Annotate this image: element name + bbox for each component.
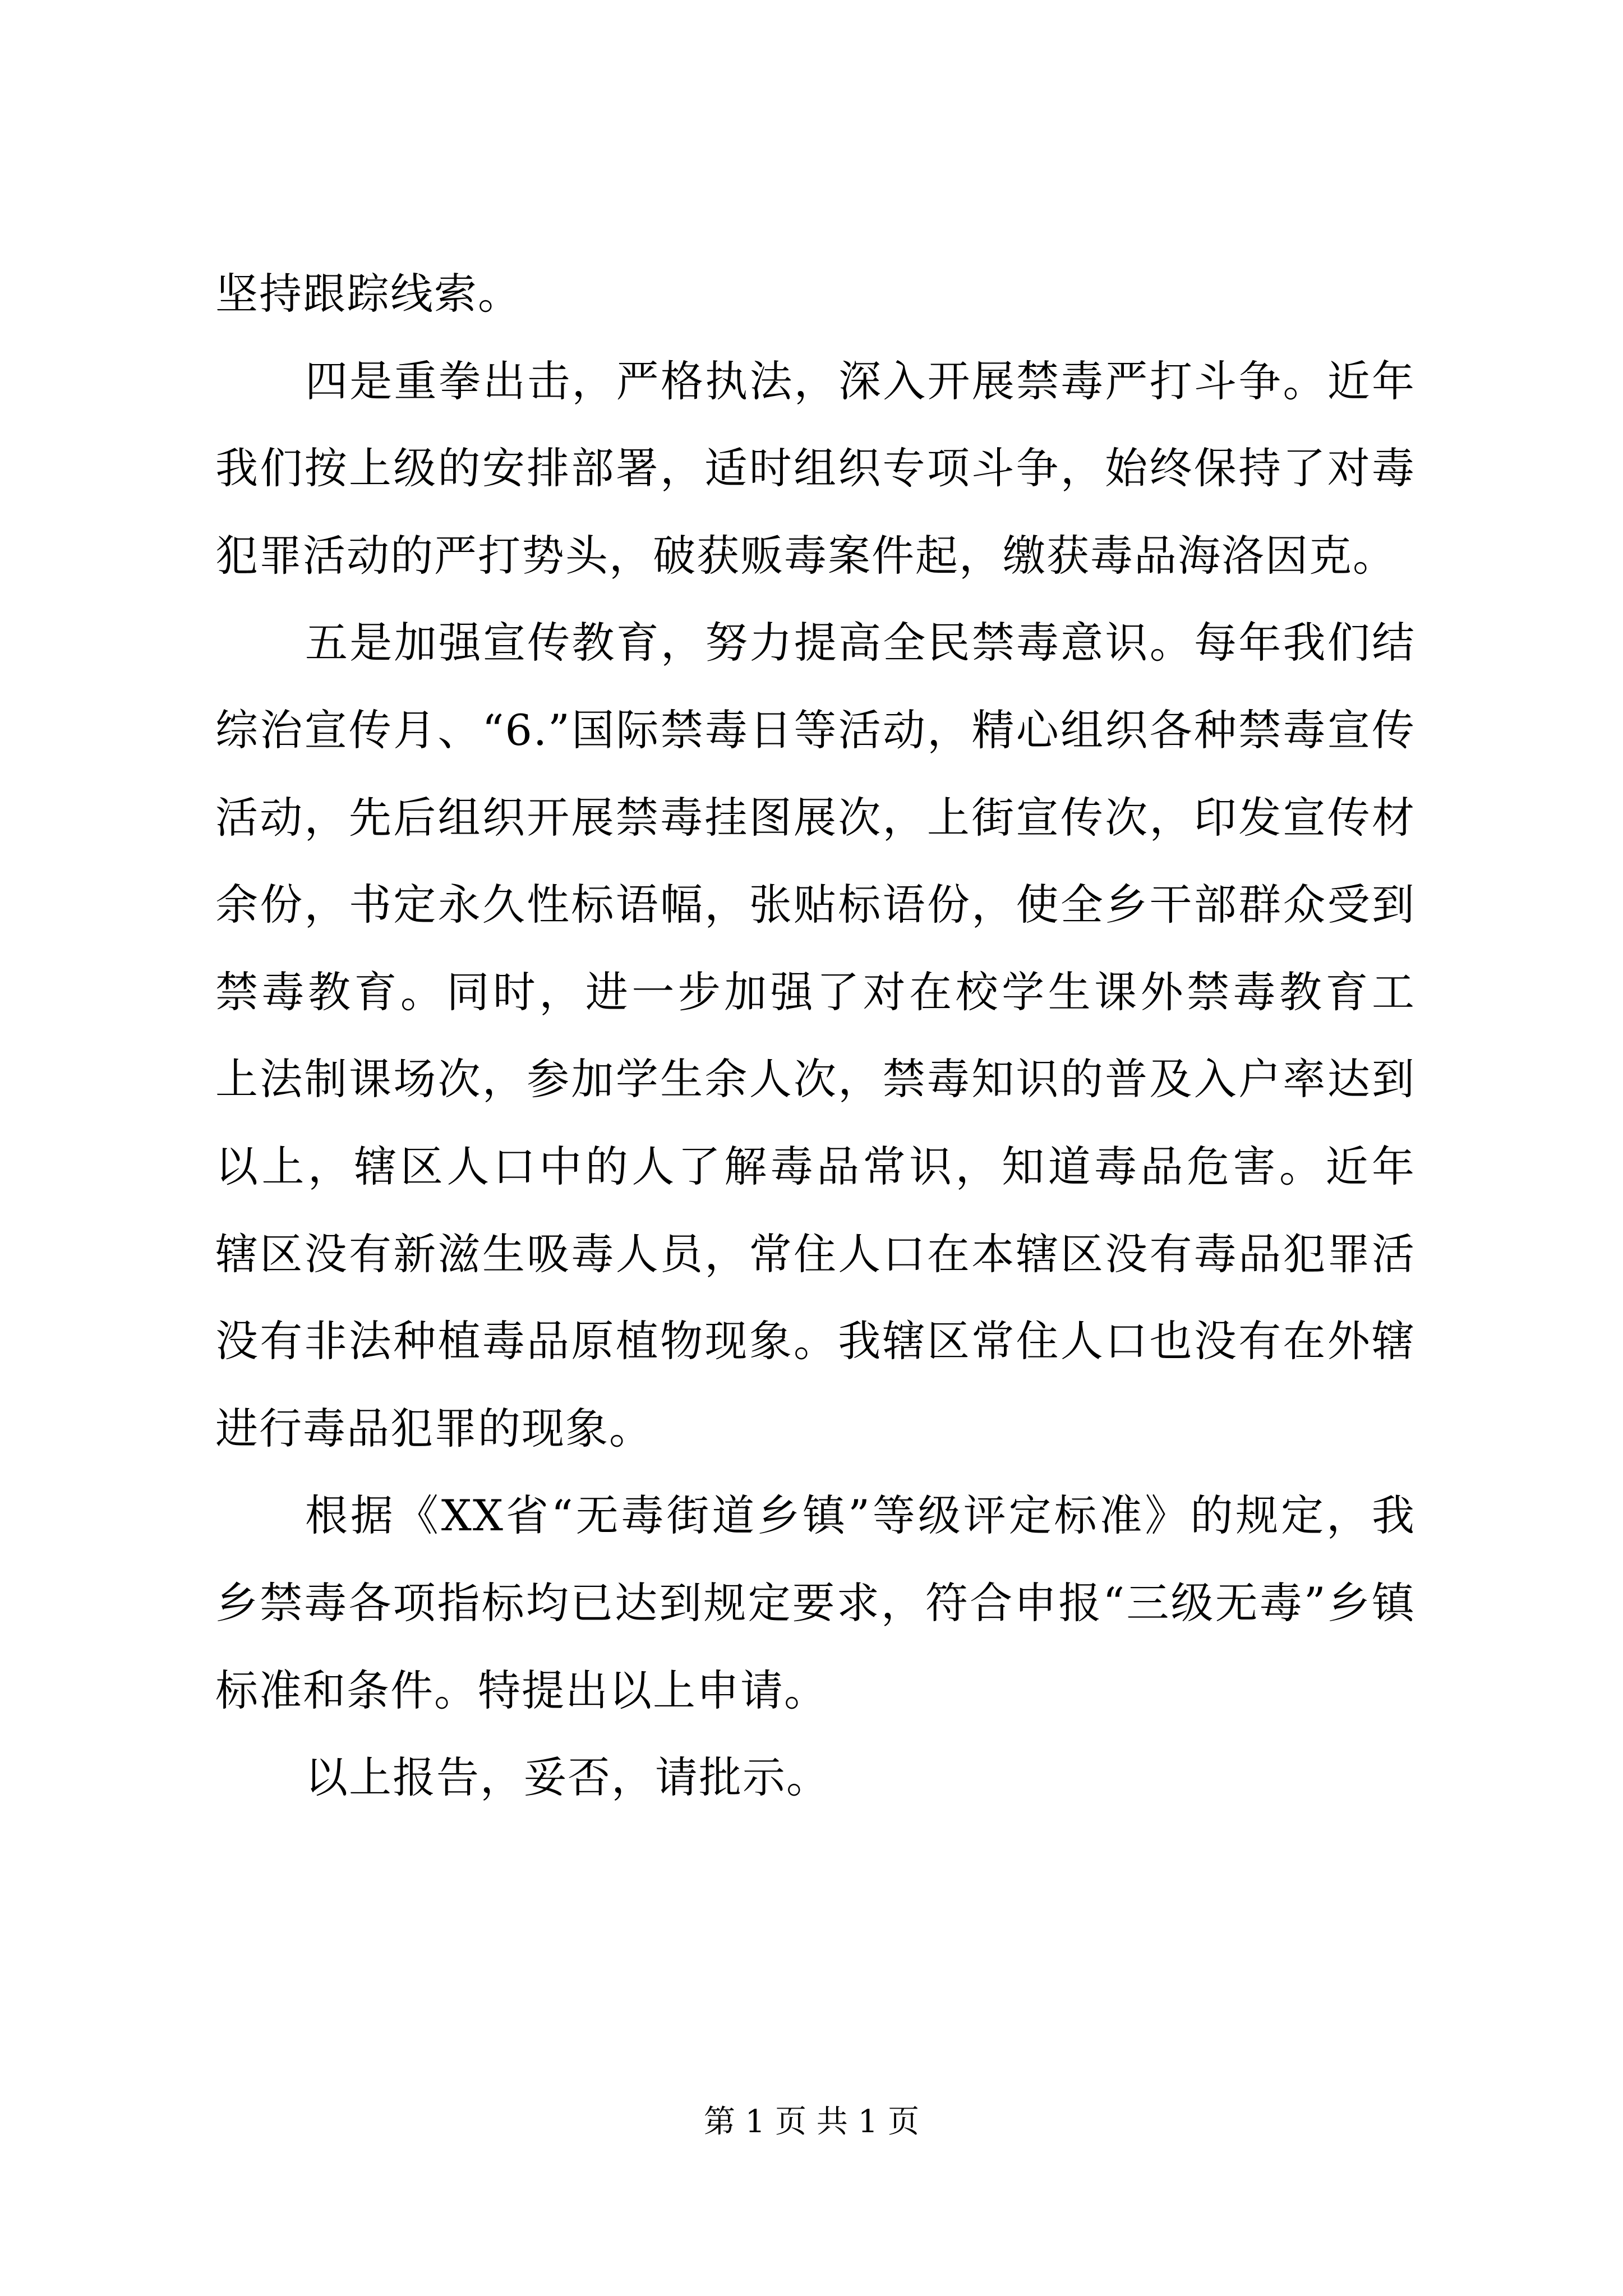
text-line: 余份，书定永久性标语幅，张贴标语份，使全乡干部群众受到 [215, 880, 1415, 930]
text-line: 乡禁毒各项指标均已达到规定要求，符合申报“三级无毒”乡镇 [215, 1577, 1415, 1628]
text-line: 根据《XX省“无毒街道乡镇”等级评定标准》的规定，我 [305, 1490, 1415, 1541]
text-line: 综治宣传月、“6.”国际禁毒日等活动，精心组织各种禁毒宣传 [215, 705, 1415, 755]
text-line: 五是加强宣传教育，努力提高全民禁毒意识。每年我们结 [305, 618, 1415, 668]
document-body [215, 250, 1415, 1821]
text-line: 标准和条件。特提出以上申请。 [215, 1665, 828, 1715]
page-number: 第 1 页 共 1 页 [703, 2104, 920, 2140]
text-line: 以上报告，妥否，请批示。 [305, 1752, 830, 1803]
text-line: 我们按上级的安排部署，适时组织专项斗争，始终保持了对毒 [215, 443, 1415, 494]
text-line: 上法制课场次，参加学生余人次，禁毒知识的普及入户率达到 [215, 1054, 1415, 1105]
text-line: 辖区没有新滋生吸毒人员，常住人口在本辖区没有毒品犯罪活 [215, 1228, 1415, 1279]
text-line: 进行毒品犯罪的现象。 [215, 1403, 653, 1453]
text-line: 活动，先后组织开展禁毒挂图展次，上街宣传次，印发宣传材 [215, 792, 1415, 843]
text-line: 犯罪活动的严打势头，破获贩毒案件起，缴获毒品海洛因克。 [215, 530, 1396, 581]
text-line: 以上，辖区人口中的人了解毒品常识，知道毒品危害。近年 [215, 1141, 1415, 1191]
text-line: 禁毒教育。同时，进一步加强了对在校学生课外禁毒教育工 [215, 967, 1415, 1017]
text-line: 没有非法种植毒品原植物现象。我辖区常住人口也没有在外辖 [215, 1316, 1415, 1366]
page-footer [0, 2102, 1623, 2142]
text-line: 坚持跟踪线索。 [215, 269, 522, 319]
text-line: 四是重拳出击，严格执法，深入开展禁毒严打斗争。近年 [305, 356, 1415, 406]
